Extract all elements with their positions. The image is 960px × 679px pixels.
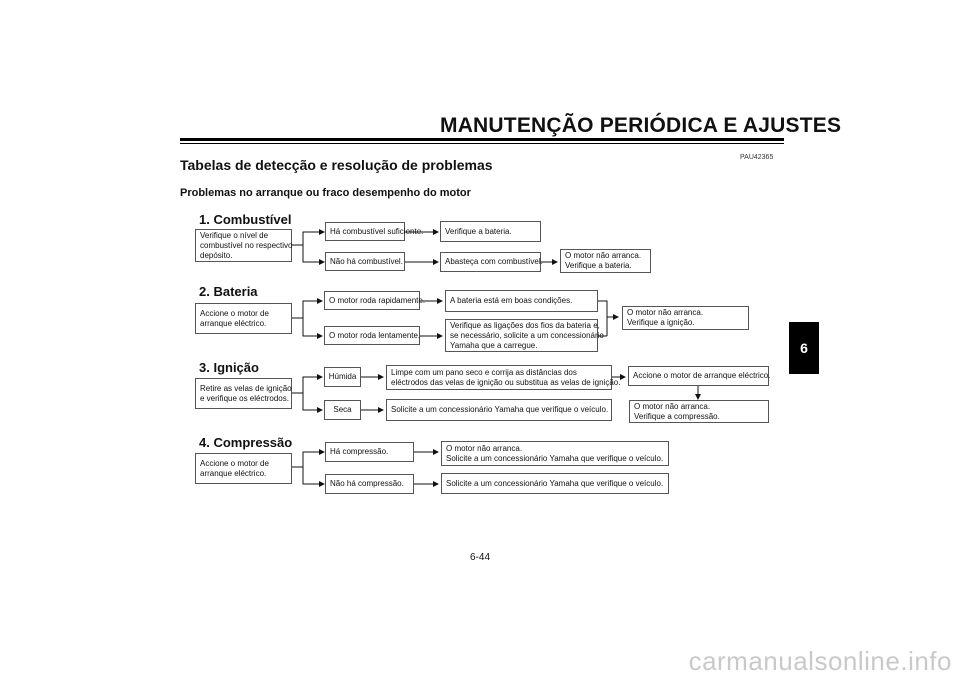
group-title-compressao: 4. Compressão [199, 435, 293, 450]
box-line: arranque eléctrico. [200, 318, 267, 328]
group-title-ignicao: 3. Ignição [199, 360, 259, 375]
box-line: Accione o motor de [200, 308, 269, 318]
branch-box-dry [324, 400, 361, 420]
box-line: Verifique a compressão. [634, 411, 720, 421]
box-line: Retire as velas de ignição [200, 383, 292, 393]
reference-code: PAU42365 [740, 154, 774, 161]
start-box-combustivel [195, 229, 292, 262]
box-line: O motor não arranca. [627, 308, 704, 317]
box-line: O motor roda rapidamente. [329, 295, 426, 305]
action-box-no-compression-dealer [441, 473, 669, 494]
action-box-refuel [440, 252, 541, 272]
branch-box-no-compression [325, 474, 414, 494]
box-line: arranque eléctrico. [200, 468, 267, 478]
action-box-compression-dealer [441, 441, 669, 466]
box-line: Verifique o nível de [200, 230, 269, 240]
group-title-combustivel: 1. Combustível [199, 212, 292, 227]
box-line: Há combustível suficiente. [330, 226, 424, 236]
page-number: 6-44 [470, 552, 491, 563]
start-box-ignicao [195, 378, 292, 409]
start-box-compressao [195, 453, 292, 484]
box-line: Accione o motor de [200, 458, 269, 468]
action-box-clean-plugs [386, 365, 621, 390]
box-line: O motor não arranca. [634, 401, 711, 411]
result-box-start-motor [628, 366, 769, 386]
box-line: eléctrodos das velas de ignição ou substitua as velas de ignição. [391, 377, 621, 387]
box-line: Solicite a um concessionário Yamaha que verifique o veículo. [391, 405, 609, 414]
chapter-tab: 6 [789, 322, 819, 374]
box-line: Húmida [328, 372, 357, 381]
box-line: Há compressão. [330, 447, 389, 456]
watermark: carmanualsonline.info [688, 646, 952, 676]
result-box-ignicao [629, 400, 769, 423]
branch-box-compression [325, 442, 414, 462]
box-line: O motor roda lentamente. [329, 330, 421, 340]
action-box-battery-ok [445, 290, 598, 312]
action-box-check-wiring [445, 319, 604, 352]
start-box-bateria [195, 303, 292, 334]
box-line: Verifique as ligações dos fios da bateria e, [450, 320, 600, 330]
box-line: Accione o motor de arranque eléctrico. [633, 371, 771, 380]
action-box-check-battery [440, 221, 541, 242]
result-box-bateria [622, 306, 749, 330]
box-line: Verifique a ignição. [627, 318, 695, 327]
result-box-combustivel [560, 249, 651, 273]
box-line: Não há combustível. [330, 256, 403, 266]
box-line: Solicite a um concessionário Yamaha que verifique o veículo. [446, 478, 664, 488]
box-line: depósito. [200, 250, 233, 260]
section-subtitle: Problemas no arranque ou fraco desempenho do motor [180, 187, 471, 199]
box-line: Solicite a um concessionário Yamaha que verifique o veículo. [446, 453, 664, 463]
box-line: se necessário, solicite a um concessionário [450, 330, 604, 340]
branch-box-wet [324, 367, 361, 387]
group-title-bateria: 2. Bateria [199, 284, 258, 299]
box-line: combustível no respectivo [200, 240, 293, 250]
box-line: e verifique os eléctrodos. [200, 393, 289, 403]
action-box-dealer-ignition [386, 399, 612, 421]
box-line: O motor não arranca. [446, 443, 523, 453]
box-line: Abasteça com combustível. [445, 257, 543, 266]
branch-box-no-fuel [325, 252, 405, 271]
box-line: Yamaha que a carregue. [450, 340, 538, 350]
page-header-title: MANUTENÇÃO PERIÓDICA E AJUSTES [440, 114, 842, 137]
box-line: Seca [333, 405, 352, 414]
box-line: Verifique a bateria. [445, 226, 512, 236]
box-line: O motor não arranca. [565, 251, 642, 260]
box-line: Verifique a bateria. [565, 261, 632, 270]
box-line: Não há compressão. [330, 479, 404, 488]
branch-box-fast [324, 291, 426, 310]
box-line: A bateria está em boas condições. [450, 296, 573, 305]
section-title: Tabelas de detecção e resolução de problemas [180, 157, 493, 173]
branch-box-fuel-ok [325, 222, 424, 241]
box-line: Limpe com um pano seco e corrija as distâncias dos [391, 367, 577, 377]
branch-box-slow [324, 326, 420, 345]
